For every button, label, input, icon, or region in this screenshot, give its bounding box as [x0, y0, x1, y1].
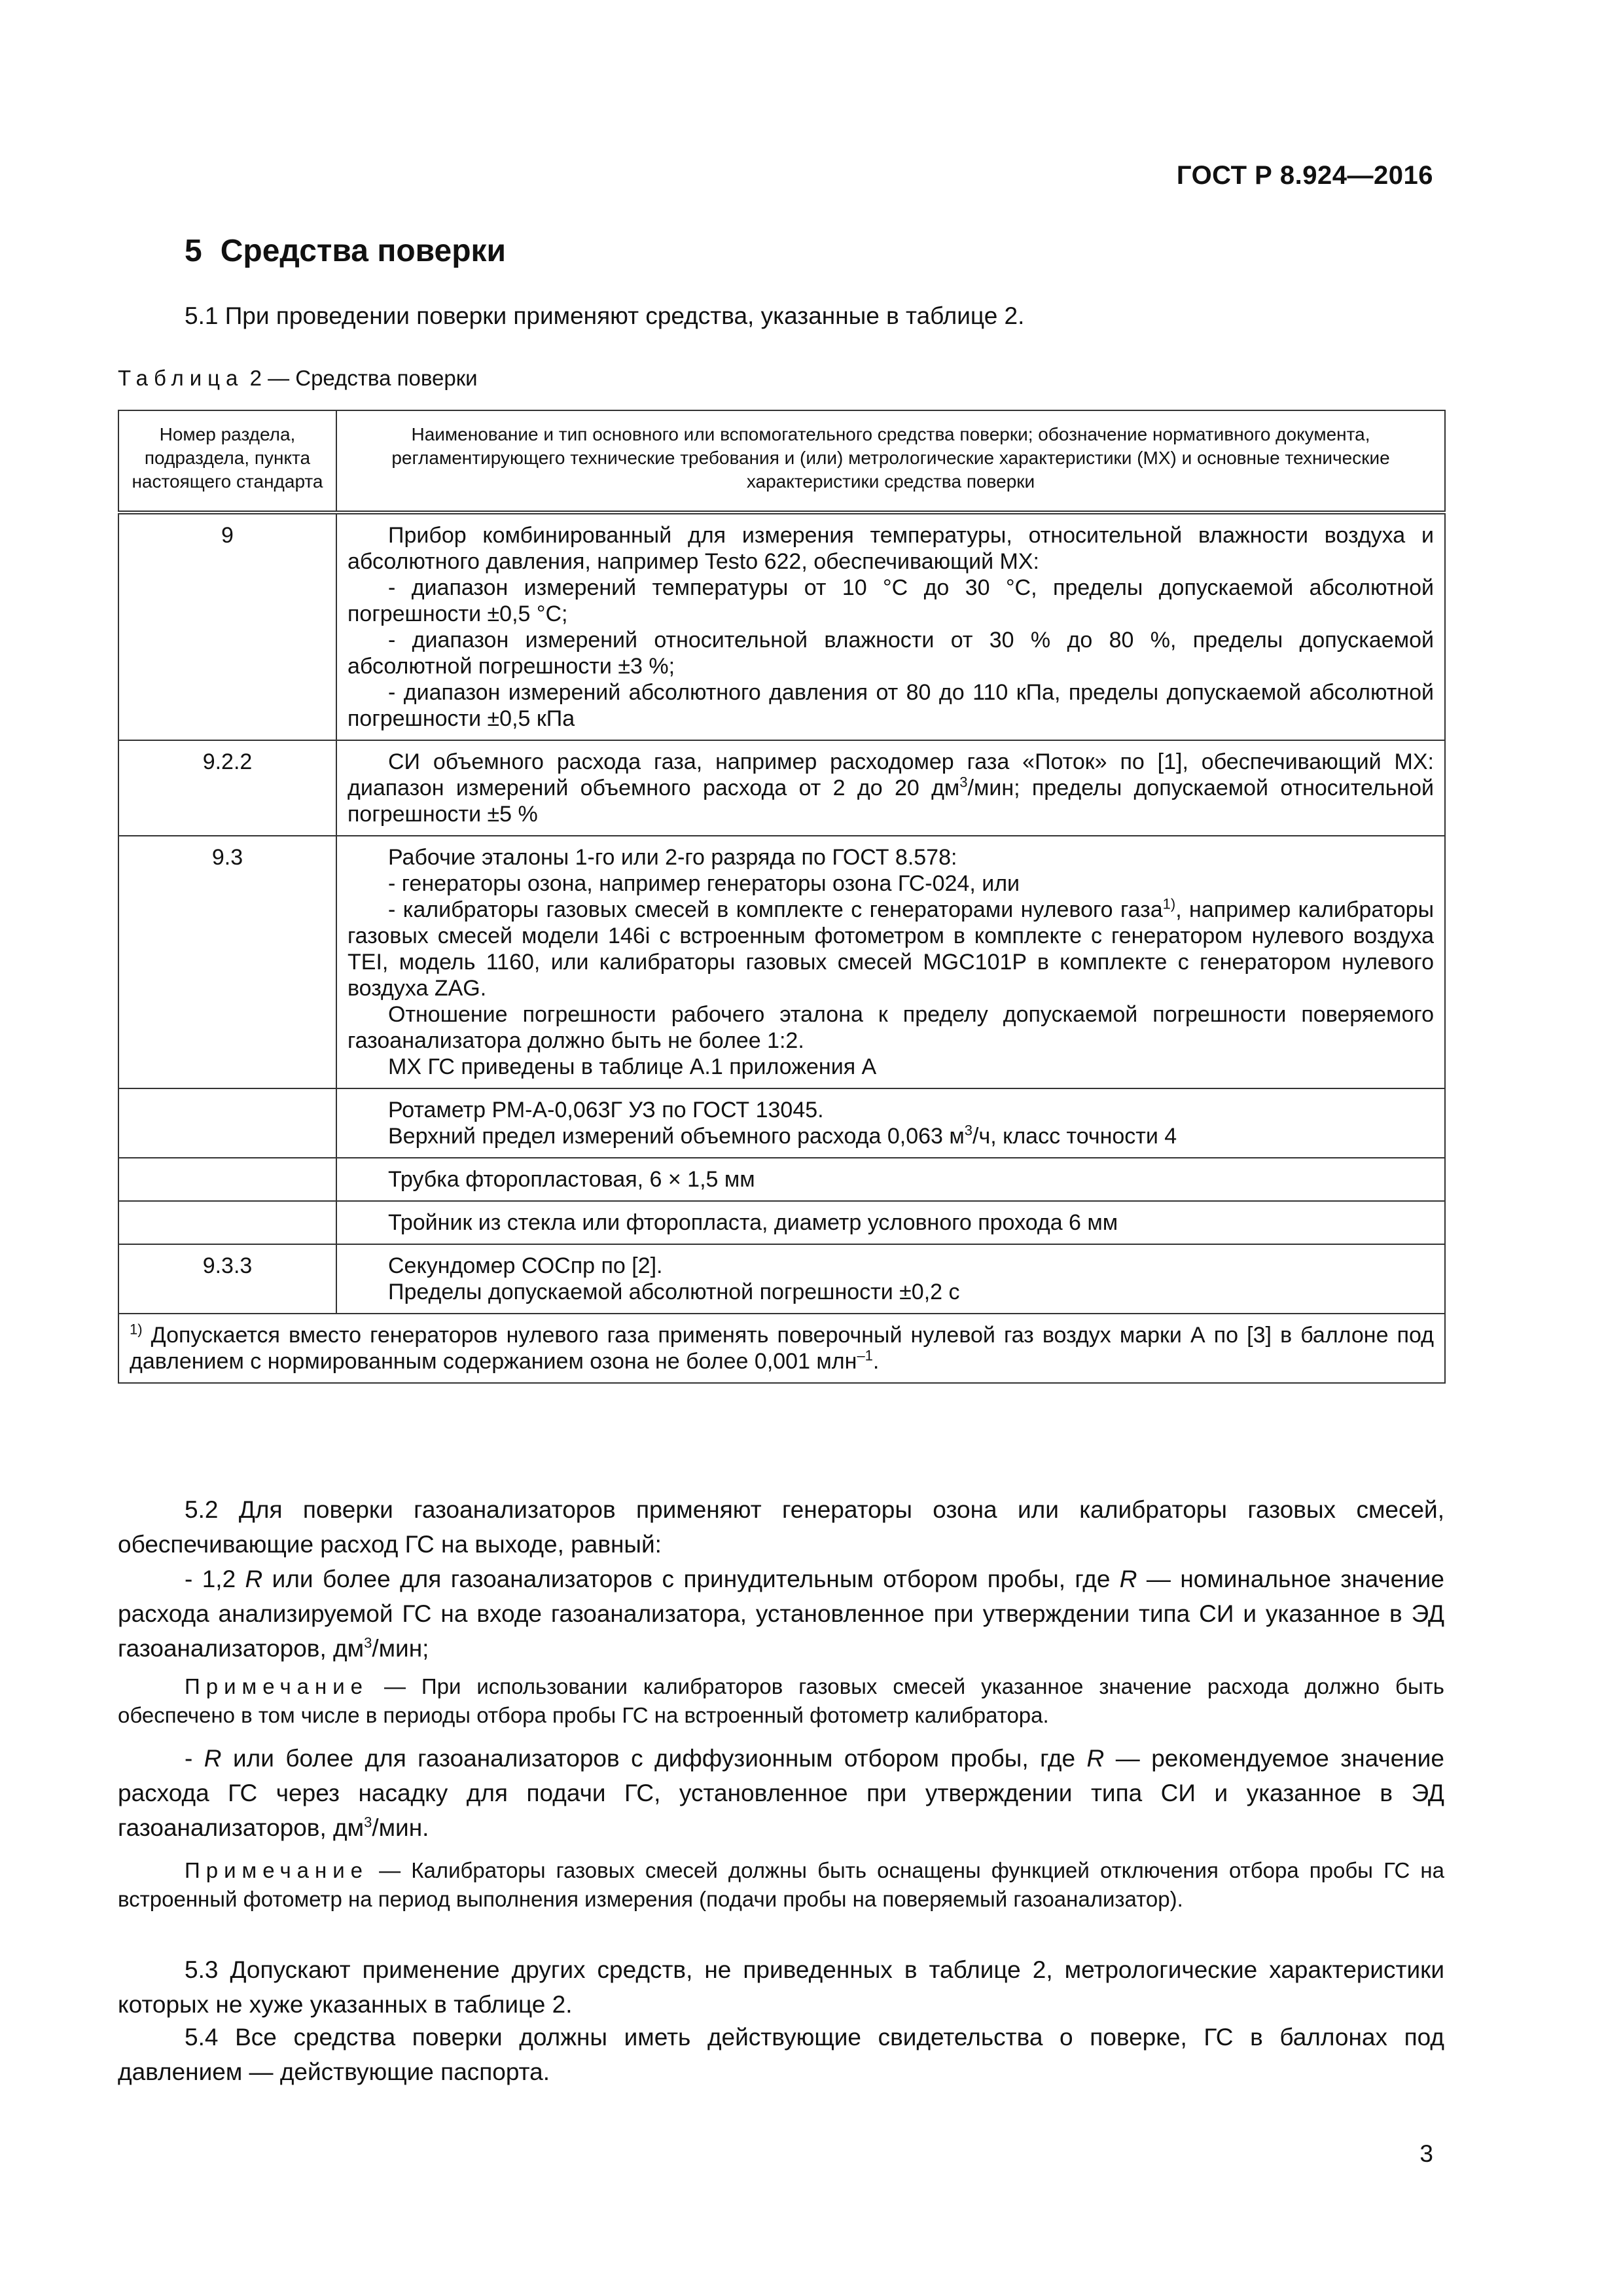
footnote-mark: 1) [130, 1321, 143, 1338]
note-2 [118, 1856, 1444, 1914]
table-caption-title: 2 — Средства поверки [249, 366, 478, 390]
row-description: Секундомер СОСпр по [2]. Пределы допускаемой абсолютной погрешности ±0,2 с [336, 1244, 1445, 1314]
page-number: 3 [1419, 2140, 1433, 2167]
row-section-number [118, 1201, 336, 1244]
table-footnote-row [118, 1314, 1445, 1383]
row-description: СИ объемного расхода газа, например расходомер газа «Поток» по [1], обеспечивающий МХ: диапазон измерений объемного расхода от 2 до 20 $дм^3$/мин; пределы допускаемой относительной погрешности ±5 % [336, 740, 1445, 836]
column-header-tool: Наименование и тип основного или вспомогательного средства поверки; обозначение нормативного документа, регламентирующего технические требования и (или) метрологические характеристики (МХ) и основные технические характеристики средства поверки [336, 410, 1445, 512]
row-section-number [118, 1158, 336, 1201]
table-row [118, 836, 1445, 1088]
note-1 [118, 1672, 1444, 1730]
table-row [118, 1158, 1445, 1201]
row-section-number: 9.3.3 [118, 1244, 336, 1314]
table-row [118, 512, 1445, 740]
row-description: Тройник из стекла или фторопласта, диаметр условного прохода 6 мм [336, 1201, 1445, 1244]
table-caption-label: Таблица [118, 366, 244, 390]
table-row [118, 740, 1445, 836]
note-text: — Калибраторы газовых смесей должны быть оснащены функцией отключения отбора пробы ГС на встроенный фотометр на период выполнения измерения (подачи пробы на поверяемый газоанализатор). [118, 1858, 1444, 1911]
table-caption [118, 364, 478, 393]
table-footnote: $^{1)}$ Допускается вместо генераторов нулевого газа применять поверочный нулевой газ воздух марки А по [3] в баллоне под давлением с нормированным содержанием озона не более 0,001 млн$^{-1}$. [118, 1314, 1445, 1383]
footnote-ref: 1) [1162, 895, 1176, 912]
note-label: Примечание [185, 1674, 369, 1698]
table-row [118, 1244, 1445, 1314]
row-description: Прибор комбинированный для измерения температуры, относительной влажности воздуха и абсолютного давления, например Testo 622, обеспечивающий МХ: - диапазон измерений температуры от 10 °С до 30 °С, пределы допускаемой абсолютной погрешности ±0,5 °С; - диапазон измерений относительной влажности от 30 % до 80 %, пределы допускаемой абсолютной погрешности ±3 %; - диапазон измерений абсолютного давления от 80 до 110 кПа, пределы допускаемой абсолютной погрешности ±0,5 кПа [336, 512, 1445, 740]
row-section-number [118, 1088, 336, 1158]
note-label: Примечание [185, 1858, 369, 1882]
section-number: 5 [185, 234, 202, 268]
verification-tools-table [118, 410, 1446, 1384]
paragraph-5-2-item-2: - R или более для газоанализаторов с диффузионным отбором пробы, где R — рекомендуемое значение расхода ГС через насадку для подачи ГС, установленное при утверждении типа СИ и указанное в ЭД газоанализаторов, $дм^3$/мин. [118, 1745, 1444, 1841]
paragraph-5-3: 5.3 Допускают применение других средств, не приведенных в таблице 2, метрологические характеристики которых не хуже указанных в таблице 2. [118, 1956, 1444, 2018]
row-section-number: 9.3 [118, 836, 336, 1088]
row-description: Ротаметр РМ-А-0,063Г УЗ по ГОСТ 13045. Верхний предел измерений объемного расхода 0,063 $м^3/ч$, класс точности 4 [336, 1088, 1445, 1158]
row-section-number: 9.2.2 [118, 740, 336, 836]
row-section-number: 9 [118, 512, 336, 740]
section-title: Средства поверки [220, 234, 507, 268]
row-description: Рабочие эталоны 1-го или 2-го разряда по ГОСТ 8.578: - генераторы озона, например генераторы озона ГС-024, или - калибраторы газовых смесей в комплекте с генераторами нулевого газа$^{1)}$, например калибраторы газовых смесей модели 146i с встроенным фотометром в комплекте с генератором нулевого воздуха TEI, модель 1160, или калибраторы газовых смесей MGC101P в комплекте с генератором нулевого воздуха ZAG. Отношение погрешности рабочего эталона к пределу допускаемой погрешности поверяемого газоанализатора должно быть не более 1:2. МХ ГС приведены в таблице А.1 приложения А [336, 836, 1445, 1088]
note-text: — При использовании калибраторов газовых смесей указанное значение расхода должно быть обеспечено в том числе в периоды отбора пробы ГС на встроенный фотометр калибратора. [118, 1674, 1444, 1727]
paragraph-5-2: 5.2 Для поверки газоанализаторов применяют генераторы озона или калибраторы газовых смесей, обеспечивающие расход ГС на выходе, равный: - 1,2 R или более для газоанализаторов с принудительным отбором пробы, где R — номинальное значение расхода анализируемой ГС на входе газоанализатора, установленное при утверждении типа СИ и указанное в ЭД газоанализаторов, $дм^3$/мин; [118, 1496, 1444, 1662]
document-code: ГОСТ Р 8.924—2016 [1176, 161, 1433, 190]
section-heading [185, 233, 506, 269]
row-description: Трубка фторопластовая, 6 × 1,5 мм [336, 1158, 1445, 1201]
table-row [118, 1201, 1445, 1244]
table-header-row [118, 410, 1445, 512]
column-header-section: Номер раздела, подраздела, пункта настоящего стандарта [118, 410, 336, 512]
paragraph-5-4: 5.4 Все средства поверки должны иметь действующие свидетельства о поверке, ГС в баллонах под давлением — действующие паспорта. [118, 2024, 1444, 2085]
paragraph-5-1: 5.1 При проведении поверки применяют средства, указанные в таблице 2. [185, 302, 1025, 329]
table-row [118, 1088, 1445, 1158]
